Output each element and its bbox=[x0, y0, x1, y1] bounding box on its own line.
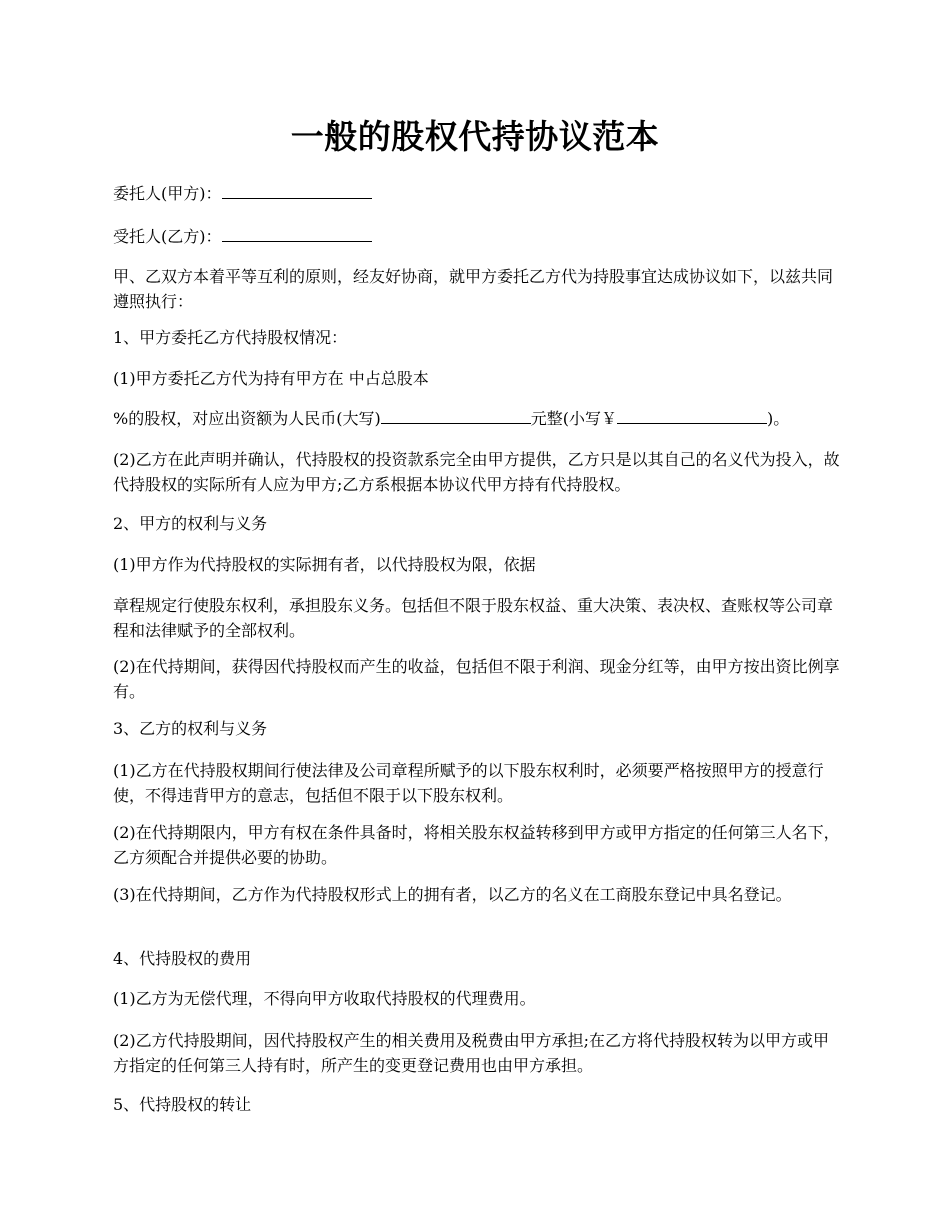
section-2-clause-1: (1)甲方作为代持股权的实际拥有者，以代持股权为限，依据 bbox=[113, 555, 536, 574]
principal-label: 委托人(甲方)： bbox=[113, 184, 222, 203]
section-2-clause-1-continued: 章程规定行使股东权利，承担股东义务。包括但不限于股东权益、重大决策、表决权、查账权等公司章程和法律赋予的全部权利。 bbox=[113, 596, 834, 640]
intro-paragraph: 甲、乙双方本着平等互利的原则，经友好协商，就甲方委托乙方代为持股事宜达成协议如下，以兹共同遵照执行： bbox=[113, 267, 834, 311]
amount-text-a: %的股权，对应出资额为人民币(大写) bbox=[113, 409, 381, 428]
amount-text-c: )。 bbox=[766, 409, 790, 428]
amount-uppercase-blank bbox=[381, 406, 531, 424]
section-3-clause-3: (3)在代持期间，乙方作为代持股权形式上的拥有者，以乙方的名义在工商股东登记中具名登记。 bbox=[113, 885, 792, 904]
agent-label: 受托人(乙方)： bbox=[113, 227, 222, 246]
section-1-clause-1: (1)甲方委托乙方代为持有甲方在 中占总股本 bbox=[113, 369, 429, 388]
section-2-heading: 2、甲方的权利与义务 bbox=[113, 514, 268, 533]
principal-line bbox=[113, 181, 843, 206]
section-2-clause-2: (2)在代持期间，获得因代持股权而产生的收益，包括但不限于利润、现金分红等，由甲方按出资比例享有。 bbox=[113, 657, 840, 701]
section-1-clause-1-amount bbox=[113, 406, 843, 431]
document-title: 一般的股权代持协议范本 bbox=[290, 117, 660, 156]
agent-blank bbox=[222, 224, 372, 242]
section-3-clause-1: (1)乙方在代持股权期间行使法律及公司章程所赋予的以下股东权利时，必须要严格按照甲方的授意行使，不得违背甲方的意志，包括但不限于以下股东权利。 bbox=[113, 761, 824, 805]
section-1-heading: 1、甲方委托乙方代持股权情况： bbox=[113, 328, 348, 347]
section-5-heading: 5、代持股权的转让 bbox=[113, 1095, 252, 1114]
section-3-heading: 3、乙方的权利与义务 bbox=[113, 719, 268, 738]
agent-line bbox=[113, 224, 843, 249]
section-4-heading: 4、代持股权的费用 bbox=[113, 949, 252, 968]
section-4-clause-1: (1)乙方为无偿代理，不得向甲方收取代持股权的代理费用。 bbox=[113, 989, 536, 1008]
principal-blank bbox=[222, 181, 372, 199]
section-3-clause-2: (2)在代持期限内，甲方有权在条件具备时，将相关股东权益转移到甲方或甲方指定的任何第三人名下，乙方须配合并提供必要的协助。 bbox=[113, 823, 840, 867]
amount-lowercase-blank bbox=[617, 406, 767, 424]
section-4-clause-2: (2)乙方代持股期间，因代持股权产生的相关费用及税费由甲方承担;在乙方将代持股权转为以甲方或甲方指定的任何第三人持有时，所产生的变更登记费用也由甲方承担。 bbox=[113, 1031, 830, 1075]
amount-text-b: 元整(小写￥ bbox=[530, 409, 617, 428]
section-1-clause-2: (2)乙方在此声明并确认，代持股权的投资款系完全由甲方提供，乙方只是以其自己的名义代为投入，故代持股权的实际所有人应为甲方;乙方系根据本协议代甲方持有代持股权。 bbox=[113, 450, 840, 494]
